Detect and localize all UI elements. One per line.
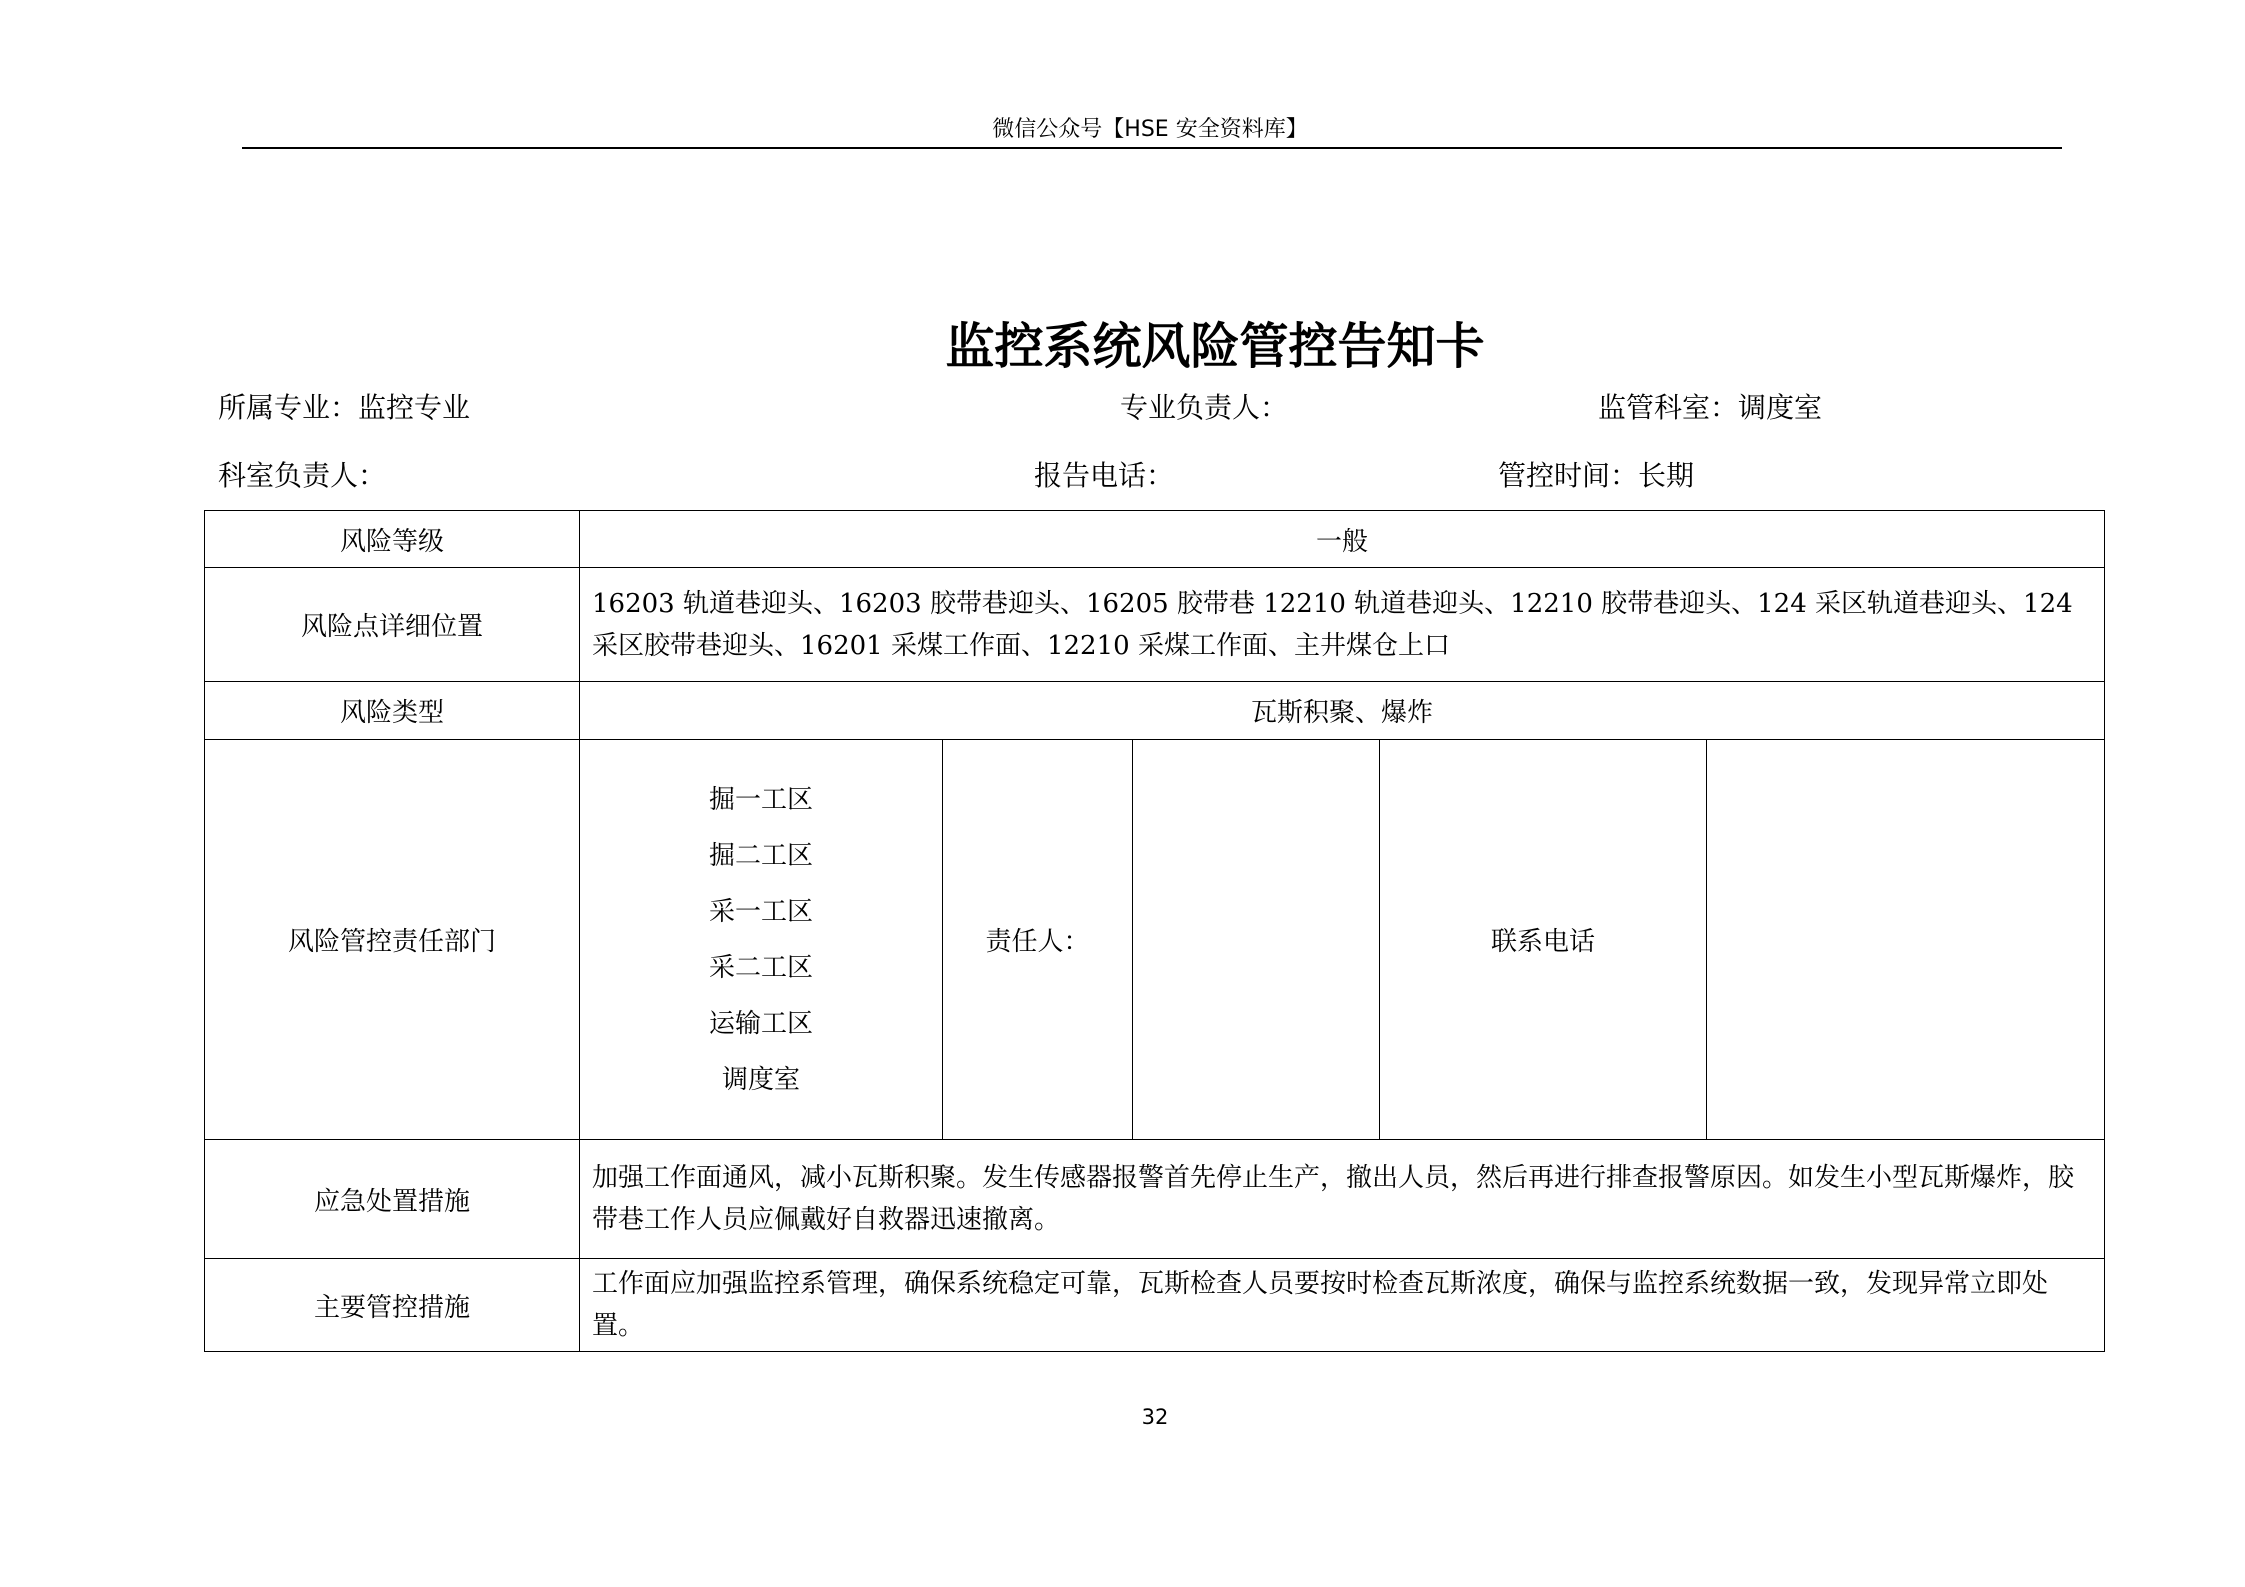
header-divider: [242, 147, 2062, 149]
risk-type-value: 瓦斯积聚、爆炸: [580, 682, 2105, 740]
department-list: [580, 740, 943, 1140]
meta-report-phone: 报告电话：: [1034, 459, 1175, 492]
emergency-label: 应急处置措施: [205, 1140, 580, 1259]
department-item: 调度室: [721, 1064, 800, 1095]
risk-notice-table: [204, 510, 2105, 1352]
meta-supervising-dept: 监管科室：调度室: [1598, 391, 1823, 424]
location-label: 风险点详细位置: [205, 568, 580, 682]
row-risk-level: [205, 511, 2105, 568]
risk-level-label: 风险等级: [205, 511, 580, 568]
main-control-label: 主要管控措施: [205, 1259, 580, 1352]
risk-type-label: 风险类型: [205, 682, 580, 740]
risk-level-value: 一般: [580, 511, 2105, 568]
meta-control-time: 管控时间：长期: [1498, 459, 1695, 492]
contact-phone-value: [1707, 740, 2105, 1140]
row-risk-type: [205, 682, 2105, 740]
meta-specialty: 所属专业：监控专业: [218, 391, 471, 424]
document-title: 监控系统风险管控告知卡: [945, 317, 1485, 375]
responsibility-label: 风险管控责任部门: [205, 740, 580, 1140]
row-location: [205, 568, 2105, 682]
contact-phone-label: 联系电话: [1380, 740, 1707, 1140]
responsible-person-value: [1133, 740, 1380, 1140]
responsible-person-label: 责任人：: [943, 740, 1133, 1140]
meta-specialty-owner: 专业负责人：: [1120, 391, 1289, 424]
page-header: 微信公众号【HSE 安全资料库】: [992, 117, 1308, 142]
page-number: 32: [1141, 1405, 1169, 1429]
emergency-value: 加强工作面通风，减小瓦斯积聚。发生传感器报警首先停止生产，撤出人员，然后再进行排查报警原因。如发生小型瓦斯爆炸，胶带巷工作人员应佩戴好自救器迅速撤离。: [580, 1140, 2105, 1259]
department-item: 运输工区: [708, 1008, 813, 1039]
main-control-value: 工作面应加强监控系管理，确保系统稳定可靠，瓦斯检查人员要按时检查瓦斯浓度，确保与监控系统数据一致，发现异常立即处置。: [580, 1259, 2105, 1352]
department-item: 掘二工区: [708, 840, 813, 871]
row-responsibility: [205, 740, 2105, 1140]
location-value: 16203 轨道巷迎头、16203 胶带巷迎头、16205 胶带巷 12210 轨道巷迎头、12210 胶带巷迎头、124 采区轨道巷迎头、124 采区胶带巷迎头、16201 采煤工作面、12210 采煤工作面、主井煤仓上口: [580, 568, 2105, 682]
department-item: 采一工区: [708, 896, 813, 927]
meta-dept-owner: 科室负责人：: [218, 459, 387, 492]
row-main-control: [205, 1259, 2105, 1352]
row-emergency: [205, 1140, 2105, 1259]
department-item: 掘一工区: [708, 784, 813, 815]
department-item: 采二工区: [708, 952, 813, 983]
